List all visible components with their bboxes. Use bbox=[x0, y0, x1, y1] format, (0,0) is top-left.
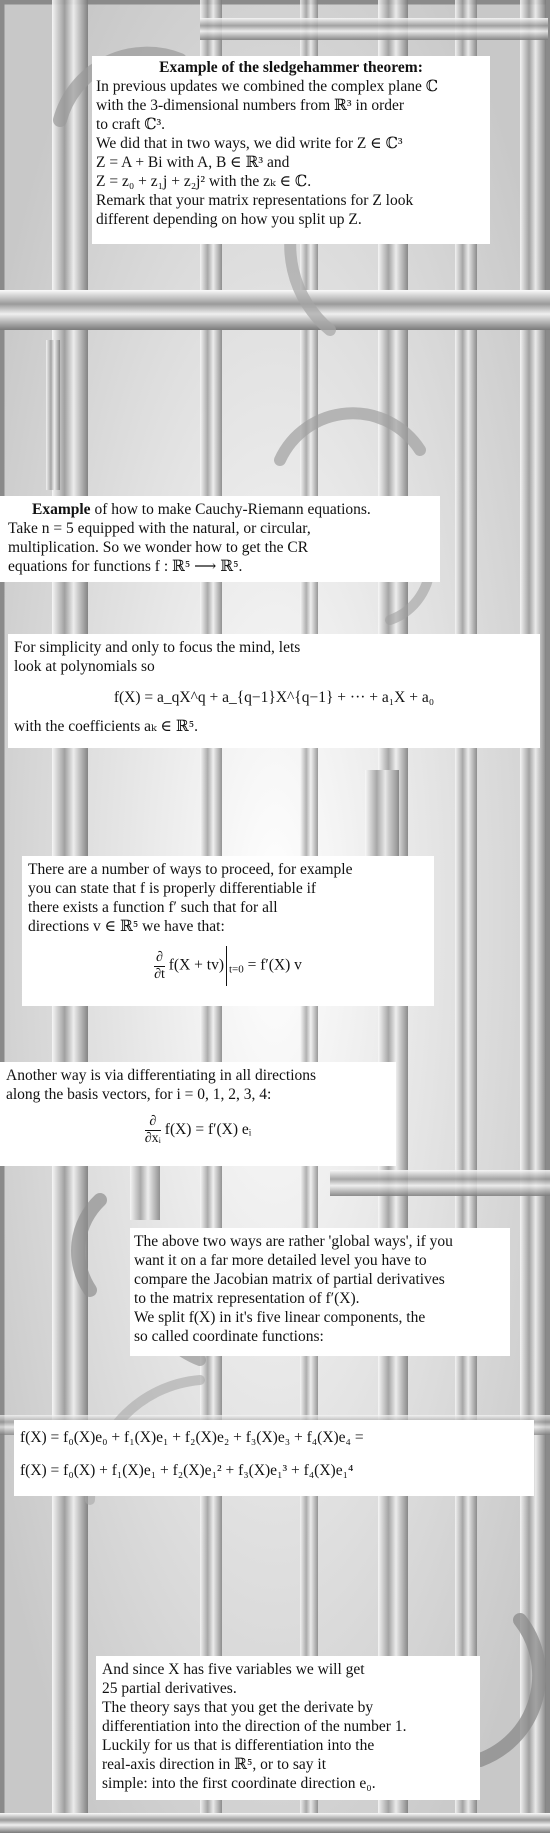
section-jacobian bbox=[130, 1228, 510, 1356]
polynomial-equation: f(X) = a_qX^q + a_{q−1}X^{q−1} + ··· + a₁X + a₀ bbox=[113, 689, 435, 706]
s3-line: look at polynomials so bbox=[14, 658, 155, 675]
partial-num: ∂ bbox=[149, 1114, 157, 1129]
section-directional-derivative bbox=[22, 856, 434, 1006]
s8-line: The theory says that you get the derivate by bbox=[102, 1699, 374, 1716]
section-polynomials bbox=[8, 634, 540, 748]
directional-derivative-equation bbox=[28, 946, 428, 986]
s1-line: to craft ℂ³. bbox=[96, 116, 166, 133]
partial-num: ∂ bbox=[156, 949, 163, 965]
s2-line: Take n = 5 equipped with the natural, or circular, bbox=[8, 520, 311, 537]
section-partial-derivatives bbox=[96, 1656, 480, 1800]
eq-rhs: f(X) = f′(X) eᵢ bbox=[164, 1121, 252, 1139]
coordinate-equation-1: f(X) = f₀(X)e₀ + f₁(X)e₁ + f₂(X)e₂ + f₃(X)e₃ + f₄(X)e₄ = bbox=[20, 1429, 364, 1446]
partial-fraction bbox=[154, 950, 165, 983]
coordinate-equation-2: f(X) = f₀(X) + f₁(X)e₁ + f₂(X)e₁² + f₃(X)e₁³ + f₄(X)e₁⁴ bbox=[20, 1462, 354, 1479]
partial-den: ∂t bbox=[154, 966, 165, 982]
s5-line: along the basis vectors, for i = 0, 1, 2, 3, 4: bbox=[6, 1086, 272, 1103]
s8-line: 25 partial derivatives. bbox=[102, 1680, 237, 1697]
eq-body: f(X + tv) bbox=[168, 956, 224, 974]
s1-line: In previous updates we combined the complex plane ℂ bbox=[96, 78, 439, 95]
s2-line: multiplication. So we wonder how to get the CR bbox=[8, 539, 309, 556]
basis-derivative-equation bbox=[6, 1114, 390, 1147]
s3-line: For simplicity and only to focus the mind, lets bbox=[14, 639, 301, 656]
s4-line: directions v ∈ ℝ⁵ we have that: bbox=[28, 918, 225, 935]
s8-line: Luckily for us that is differentiation into the bbox=[102, 1737, 375, 1754]
s4-line: you can state that f is properly differentiable if bbox=[28, 880, 317, 897]
s1-line: Z = A + Bi with A, B ∈ ℝ³ and bbox=[96, 154, 290, 171]
s1-line: Remark that your matrix representations for Z look bbox=[96, 192, 414, 209]
s6-line: The above two ways are rather 'global ways', if you bbox=[134, 1233, 453, 1250]
partial-fraction bbox=[145, 1114, 161, 1147]
evaluation-bar bbox=[226, 946, 227, 986]
s1-line: with the 3-dimensional numbers from ℝ³ in order bbox=[96, 97, 405, 114]
s1-line: different depending on how you split up Z. bbox=[96, 211, 362, 228]
s3-after: with the coefficients aₖ ∈ ℝ⁵. bbox=[14, 718, 199, 735]
s8-line: real-axis direction in ℝ⁵, or to say it bbox=[102, 1756, 327, 1773]
s8-line: differentiation into the direction of the number 1. bbox=[102, 1718, 407, 1735]
heading-sledgehammer: Example of the sledgehammer theorem: bbox=[159, 59, 423, 76]
s8-line: simple: into the first coordinate direction e₀. bbox=[102, 1775, 376, 1792]
s4-line: There are a number of ways to proceed, for example bbox=[28, 861, 353, 878]
s6-line: want it on a far more detailed level you have to bbox=[134, 1252, 427, 1269]
eq-rhs: = f′(X) v bbox=[247, 956, 302, 974]
s1-line: We did that in two ways, we did write for Z ∈ ℂ³ bbox=[96, 135, 403, 152]
s1-line: Z = z₀ + z₁j + z₂j² with the zₖ ∈ ℂ. bbox=[96, 173, 312, 190]
partial-den: ∂xᵢ bbox=[144, 1131, 161, 1146]
s6-line: We split f(X) in it's five linear components, the bbox=[134, 1309, 426, 1326]
section-basis-vectors bbox=[0, 1062, 396, 1166]
s8-line: And since X has five variables we will get bbox=[102, 1661, 365, 1678]
s2-line: equations for functions f : ℝ⁵ ⟶ ℝ⁵. bbox=[8, 558, 243, 575]
section-cauchy-riemann bbox=[0, 496, 440, 582]
heading-example: Example bbox=[32, 501, 91, 518]
section-coordinate-functions bbox=[14, 1420, 534, 1496]
s6-line: so called coordinate functions: bbox=[134, 1328, 324, 1345]
heading-example-rest: of how to make Cauchy-Riemann equations. bbox=[90, 501, 371, 518]
s6-line: to the matrix representation of f′(X). bbox=[134, 1290, 360, 1307]
s6-line: compare the Jacobian matrix of partial derivatives bbox=[134, 1271, 445, 1288]
eval-point: t=0 bbox=[228, 963, 244, 976]
section-sledgehammer bbox=[92, 56, 490, 244]
s5-line: Another way is via differentiating in all directions bbox=[6, 1067, 317, 1084]
s4-line: there exists a function f′ such that for all bbox=[28, 899, 278, 916]
